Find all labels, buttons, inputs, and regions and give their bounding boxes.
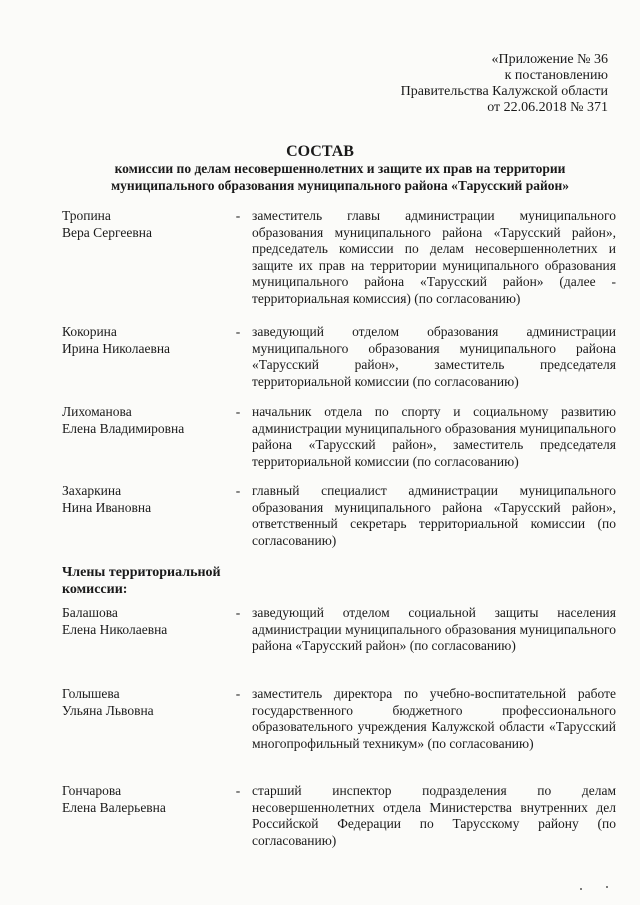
member-given-names: Елена Валерьевна <box>62 799 166 815</box>
member-surname: Тропина <box>62 208 111 223</box>
subtitle-line-1: комиссии по делам несовершеннолетних и защите их прав на территории <box>114 161 566 176</box>
member-name <box>62 208 232 241</box>
member-given-names: Елена Владимировна <box>62 420 185 436</box>
scan-speck <box>580 888 582 890</box>
appendix-authority: Правительства Калужской области <box>400 84 608 99</box>
dash-separator: - <box>235 686 241 701</box>
member-role: главный специалист администрации муниципального образования муниципального района «Тарусский район», ответственный секретарь территориальной комиссии (по согласованию) <box>252 483 616 548</box>
appendix-note <box>401 52 608 116</box>
member-role: заместитель главы администрации муниципального образования муниципального района «Тарусский район», председатель комиссии по делам несовершеннолетних и защите их прав на территории муниципального образования муниципального района «Тарусский район» (далее - территориальная комиссия) (по согласованию) <box>252 208 616 306</box>
appendix-reference: к постановлению <box>504 68 608 83</box>
member-given-names: Вера Сергеевна <box>62 224 152 240</box>
member-role: старший инспектор подразделения по делам несовершеннолетних отдела Министерства внутренних дел Российской Федерации по Тарусскому району (по согласованию) <box>252 783 616 848</box>
member-name <box>62 324 232 357</box>
member-role: заведующий отделом социальной защиты населения администрации муниципального образования муниципального района «Тарусский район» (по согласованию) <box>252 605 616 653</box>
member-role: заместитель директора по учебно-воспитательной работе государственного бюджетного профессионального образовательного учреждения Калужской области «Тарусский многопрофильный техникум» (по согласованию) <box>252 686 616 751</box>
dash-separator: - <box>235 404 241 419</box>
dash-separator: - <box>235 483 241 498</box>
member-surname: Гончарова <box>62 783 122 798</box>
members-section-heading: Члены территориальной комиссии: <box>62 565 221 597</box>
member-given-names: Нина Ивановна <box>62 499 152 515</box>
member-surname: Кокорина <box>62 324 117 339</box>
member-name <box>62 686 232 719</box>
dash-separator: - <box>235 324 241 339</box>
member-name <box>62 404 232 437</box>
dash-separator: - <box>235 208 241 223</box>
appendix-date: от 22.06.2018 № 371 <box>487 100 608 115</box>
member-given-names: Елена Николаевна <box>62 621 168 637</box>
member-role: заведующий отделом образования администрации муниципального образования муниципального района «Тарусский район», заместитель председателя территориальной комиссии (по согласованию) <box>252 324 616 389</box>
document-subtitle <box>60 160 620 194</box>
subtitle-line-2: муниципального образования муниципального района «Тарусский район» <box>110 178 570 193</box>
dash-separator: - <box>235 783 241 798</box>
member-name <box>62 783 232 816</box>
member-surname: Захаркина <box>62 483 122 498</box>
member-surname: Балашова <box>62 605 118 620</box>
member-given-names: Ирина Николаевна <box>62 340 171 356</box>
dash-separator: - <box>235 605 241 620</box>
member-given-names: Ульяна Львовна <box>62 702 154 718</box>
member-surname: Голышева <box>62 686 120 701</box>
appendix-number: «Приложение № 36 <box>491 52 608 67</box>
scan-speck <box>606 886 608 888</box>
member-surname: Лихоманова <box>62 404 132 419</box>
member-role: начальник отдела по спорту и социальному развитию администрации муниципального образования муниципального района «Тарусский район», заместитель председателя территориальной комиссии (по согласованию) <box>252 404 616 469</box>
document-title: СОСТАВ <box>286 143 354 160</box>
member-name <box>62 483 232 516</box>
member-name <box>62 605 232 638</box>
